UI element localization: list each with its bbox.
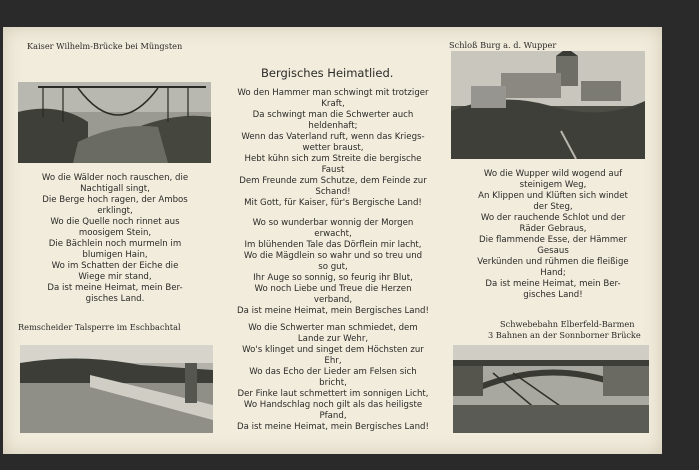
- caption-talsperre: Remscheider Talsperre im Eschbachtal: [18, 322, 181, 332]
- stanza-center-3: [218, 323, 448, 433]
- verse-line: Wo noch Liebe und Treue die Herzen: [254, 284, 412, 294]
- verse-line: heldenhaft;: [308, 121, 358, 131]
- photo-schloss-burg: [451, 51, 645, 159]
- castle-illustration: [451, 51, 645, 159]
- verse-line: Da schwingt man die Schwerter auch: [252, 110, 414, 120]
- verse-line: Schand!: [315, 187, 351, 197]
- bridge-illustration: [18, 82, 211, 163]
- stanza-center-2: [218, 218, 448, 317]
- dam-illustration: [20, 345, 213, 433]
- verse-line: Wo so wunderbar wonnig der Morgen: [252, 218, 414, 228]
- poem-title: Bergisches Heimatlied.: [261, 66, 394, 80]
- schwebebahn-illustration: [453, 345, 649, 433]
- stanza-right: [455, 169, 651, 301]
- verse-line: Ehr,: [324, 356, 342, 366]
- verse-line: Nachtigall singt,: [80, 184, 150, 194]
- verse-line: steinigem Weg,: [519, 180, 587, 190]
- verse-line: Da ist meine Heimat, mein Ber-: [485, 279, 621, 289]
- verse-line: Wo Handschlag noch gilt als das heiligste: [243, 400, 423, 410]
- verse-line: Da ist meine Heimat, mein Ber-: [47, 283, 183, 293]
- verse-line: Wo der rauchende Schlot und der: [480, 213, 626, 223]
- stanza-center-1: [218, 88, 448, 209]
- photo-schwebebahn: [453, 345, 649, 433]
- verse-line: Pfand,: [319, 411, 347, 421]
- verse-line: An Klippen und Klüften sich windet: [478, 191, 628, 201]
- verse-line: Die Berge hoch ragen, der Ambos: [42, 195, 188, 205]
- verse-line: der Steg,: [533, 202, 573, 212]
- verse-line: Wo die Quelle noch rinnet aus: [50, 217, 180, 227]
- verse-line: Wo im Schatten der Eiche die: [51, 261, 179, 271]
- verse-line: Kraft,: [321, 99, 345, 109]
- postcard: [3, 27, 662, 454]
- verse-line: Wo die Mägdlein so wahr und so treu und: [243, 251, 423, 261]
- verse-line: Faust: [321, 165, 345, 175]
- caption-schwebebahn-1: Schwebebahn Elberfeld-Barmen: [500, 319, 635, 329]
- verse-line: bricht,: [319, 378, 347, 388]
- verse-line: Lande zur Wehr,: [297, 334, 369, 344]
- verse-line: Dem Freunde zum Schutze, dem Feinde zur: [239, 176, 427, 186]
- verse-line: so gut,: [318, 262, 348, 272]
- verse-line: Wo die Wälder noch rauschen, die: [41, 173, 189, 183]
- verse-line: Wo die Wupper wild wogend auf: [483, 169, 623, 179]
- verse-line: gisches Land.: [85, 294, 145, 304]
- verse-line: Da ist meine Heimat, mein Bergisches Land!: [237, 422, 429, 432]
- verse-line: Wo's klinget und singet dem Höchsten zur: [242, 345, 424, 355]
- verse-line: Die flammende Esse, der Hämmer: [478, 235, 628, 245]
- caption-kaiser-wilhelm-bruecke: Kaiser Wilhelm-Brücke bei Müngsten: [27, 41, 183, 51]
- verse-line: Wo die Schwerter man schmiedet, dem: [248, 323, 418, 333]
- verse-line: Hand;: [540, 268, 566, 278]
- verse-line: wetter braust,: [302, 143, 364, 153]
- verse-line: blumigen Hain,: [82, 250, 148, 260]
- verse-line: Räder Gebraus,: [519, 224, 587, 234]
- verse-line: Im blühenden Tale das Dörflein mir lacht,: [244, 240, 422, 250]
- verse-line: Wo das Echo der Lieder am Felsen sich: [249, 367, 417, 377]
- verse-line: erklingt,: [97, 206, 133, 216]
- verse-line: verband,: [313, 295, 353, 305]
- caption-schloss-burg: Schloß Burg a. d. Wupper: [449, 40, 557, 50]
- verse-line: Mit Gott, für Kaiser, für's Bergische Land!: [244, 198, 422, 208]
- verse-line: Da ist meine Heimat, mein Bergisches Land!: [237, 306, 429, 316]
- verse-line: Wo den Hammer man schwingt mit trotziger: [237, 88, 429, 98]
- verse-line: Hebt kühn sich zum Streite die bergische: [244, 154, 422, 164]
- photo-muengsten-bridge: [18, 82, 211, 163]
- verse-line: moosigem Stein,: [78, 228, 152, 238]
- stanza-left: [17, 173, 213, 305]
- verse-line: Die Bächlein noch murmeln im: [48, 239, 182, 249]
- photo-talsperre: [20, 345, 213, 433]
- verse-line: erwacht,: [314, 229, 352, 239]
- verse-line: Ihr Auge so sonnig, so feurig ihr Blut,: [253, 273, 413, 283]
- verse-line: Wiege mir stand,: [78, 272, 152, 282]
- verse-line: gisches Land!: [523, 290, 583, 300]
- verse-line: Der Finke laut schmettert im sonnigen Licht,: [237, 389, 429, 399]
- caption-schwebebahn-2: 3 Bahnen an der Sonnborner Brücke: [488, 330, 641, 340]
- verse-line: Verkünden und rühmen die fleißige: [477, 257, 629, 267]
- verse-line: Wenn das Vaterland ruft, wenn das Kriegs-: [241, 132, 425, 142]
- verse-line: Gesaus: [537, 246, 569, 256]
